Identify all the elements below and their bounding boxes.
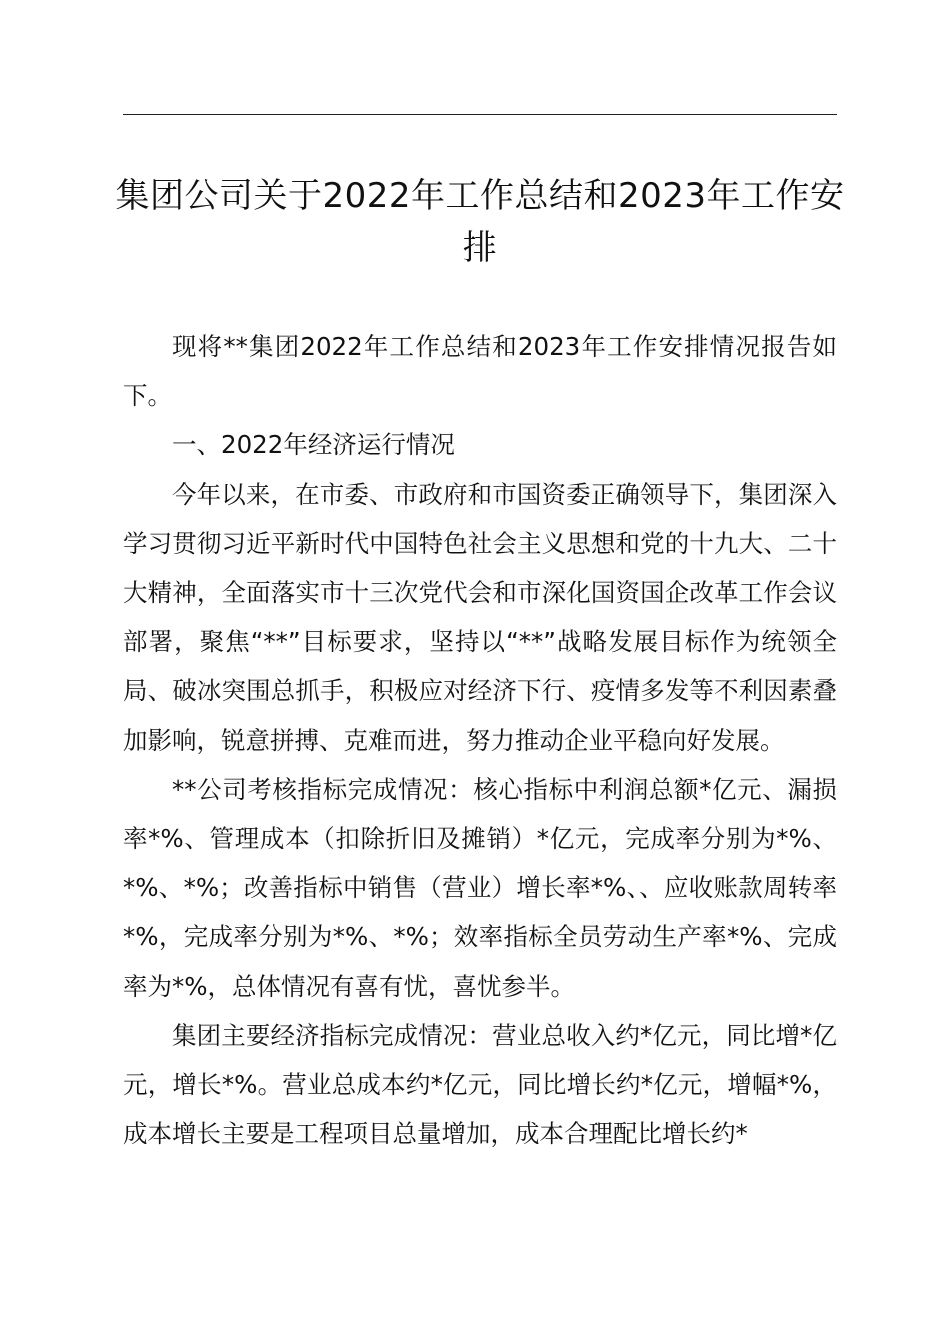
intro-paragraph: 现将**集团2022年工作总结和2023年工作安排情况报告如下。 xyxy=(123,332,837,411)
section-heading: 一、2022年经济运行情况 xyxy=(172,430,455,460)
header-rule xyxy=(123,114,837,115)
economic-indicators-paragraph: 集团主要经济指标完成情况：营业总收入约*亿元，同比增*亿元，增长*%。营业总成本约*亿元，同比增长约*亿元，增幅*%，成本增长主要是工程项目总量增加，成本合理配比增长约* xyxy=(123,1020,837,1149)
document-body xyxy=(123,322,837,1158)
overview-paragraph: 今年以来，在市委、市政府和市国资委正确领导下，集团深入学习贯彻习近平新时代中国特色社会主义思想和党的十九大、二十大精神，全面落实市十三次党代会和市深化国资国企改革工作会议部署，聚焦“**”目标要求，坚持以“**”战略发展目标作为统领全局、破冰突围总抓手，积极应对经济下行、疫情多发等不利因素叠加影响，锐意拼搏、克难而进，努力推动企业平稳向好发展。 xyxy=(123,479,837,755)
document-title: 集团公司关于2022年工作总结和2023年工作安排 xyxy=(115,176,845,268)
kpi-paragraph: **公司考核指标完成情况：核心指标中利润总额*亿元、漏损率*%、管理成本（扣除折旧及摊销）*亿元，完成率分别为*%、*%、*%；改善指标中销售（营业）增长率*%、、应收账款周转率*%，完成率分别为*%、*%；效率指标全员劳动生产率*%、完成率为*%，总体情况有喜有忧，喜忧参半。 xyxy=(123,774,837,1001)
